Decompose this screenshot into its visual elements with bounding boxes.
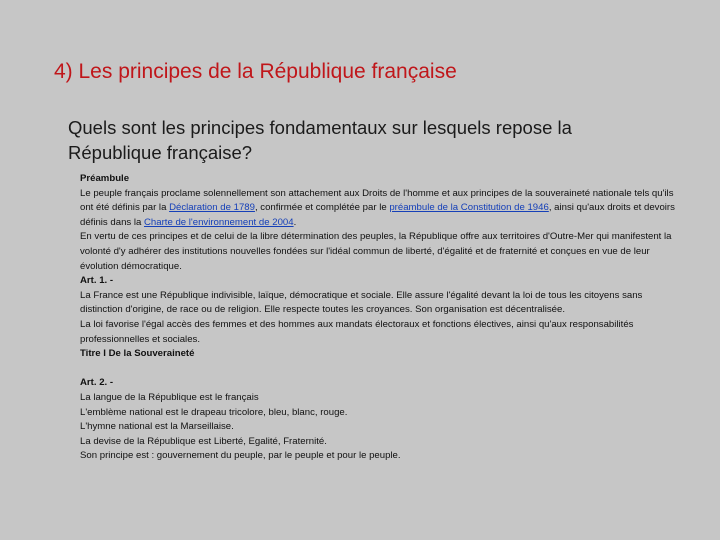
spacer <box>80 362 680 377</box>
preambule-text-d: . <box>293 216 297 228</box>
article-2-heading: Art. 2. - <box>80 377 114 389</box>
article-1-paragraph-1: La France est une République indivisible, laïque, démocratique et sociale. Elle assure l'égalité devant la loi de tous les citoyens sans distinction d'origine, de race ou de religion. Elle respecte toutes les croyances. Son organisation est décentralisée. <box>80 289 643 316</box>
article-2-line-4: La devise de la République est Liberté, Egalité, Fraternité. <box>80 435 327 447</box>
constitution-excerpt <box>80 172 680 464</box>
article-2-line-5: Son principe est : gouvernement du peuple, par le peuple et pour le peuple. <box>80 450 401 462</box>
preambule-text-b: , confirmée et complétée par le <box>254 202 390 214</box>
preambule-heading: Préambule <box>80 173 130 184</box>
preambule-text-a: Le peuple français proclame solennellement son attachement aux Droits de l'homme et aux principes de la souveraineté nationale tels qu'ils ont été définis par la <box>80 187 674 214</box>
article-2-line-2: L'emblème national est le drapeau tricolore, bleu, blanc, rouge. <box>80 406 348 418</box>
question-heading: Quels sont les principes fondamentaux sur lesquels repose la République française? <box>68 117 572 163</box>
article-1-heading: Art. 1. - <box>80 275 114 287</box>
preambule-paragraph-1 <box>80 187 680 231</box>
preambule-text-c: , ainsi qu'aux droits et devoirs définis dans la <box>80 202 675 228</box>
article-1-paragraph-2: La loi favorise l'égal accès des femmes et des hommes aux mandats électoraux et fonctions électives, ainsi qu'aux responsabilités professionnelles et sociales. <box>80 318 634 345</box>
slide-title: 4) Les principes de la République française <box>54 60 457 83</box>
declaration-1789-link[interactable]: Déclaration de 1789 <box>169 202 255 214</box>
preambule-1946-link[interactable]: préambule de la Constitution de 1946 <box>389 202 549 214</box>
charte-environnement-link[interactable]: Charte de l'environnement de 2004 <box>144 216 294 228</box>
article-2-line-1: La langue de la République est le français <box>80 391 259 403</box>
article-2-line-3: L'hymne national est la Marseillaise. <box>80 421 234 433</box>
preambule-paragraph-2: En vertu de ces principes et de celui de la libre détermination des peuples, la République offre aux territoires d'Outre-Mer qui manifestent la volonté d'y adhérer des institutions nouvelles fondées sur l'idéal commun de liberté, d'égalité et de fraternité et conçues en vue de leur évolution démocratique. <box>80 231 672 272</box>
titre-1-heading: Titre I De la Souveraineté <box>80 348 195 360</box>
